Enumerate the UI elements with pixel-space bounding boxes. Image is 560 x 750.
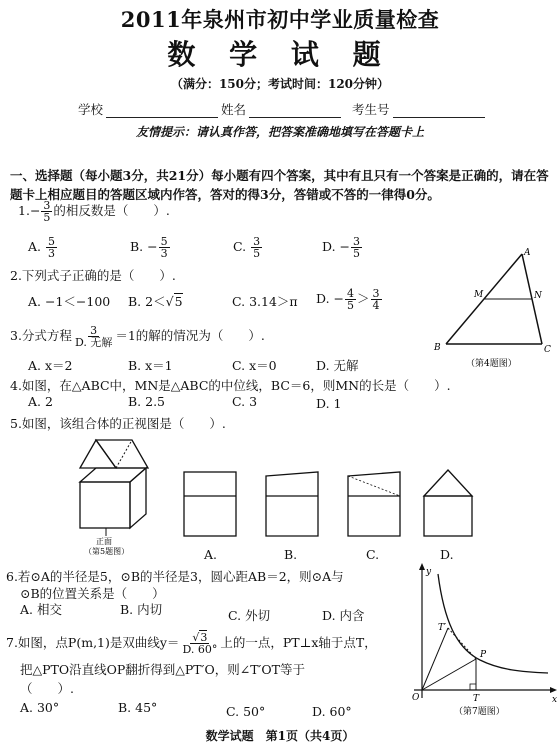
school-label: 学校 [78, 102, 104, 117]
q6-option-d[interactable]: D. 内含 [322, 608, 365, 623]
roof-side [96, 440, 148, 468]
label-t-prime: T′ [438, 623, 447, 633]
q6-stem-line1: 6.若⊙A的半径是5，⊙B的半径是3，圆心距AB＝2，则⊙A与 [6, 569, 344, 584]
label-c: C [544, 345, 551, 355]
q5-option-c-shape[interactable] [346, 470, 404, 542]
label-n: N [534, 291, 542, 301]
cube-front [80, 482, 130, 528]
subject-title: 数 学 试 题 [167, 38, 393, 71]
q7-option-b[interactable]: B. 45° [118, 700, 158, 715]
y-axis-arrow [419, 563, 425, 570]
q5-solid-figure [70, 430, 160, 555]
exam-no-label: 考生号 [351, 102, 390, 117]
q4-option-d[interactable]: D. 1 [316, 396, 342, 411]
q6-option-c[interactable]: C. 外切 [228, 608, 271, 623]
hyperbola-curve [438, 574, 548, 673]
q7-stem-line1: 7.如图，点P(m,1)是双曲线y＝ $\frac{√3}{D. 60^\circ}$ 上的一点，PT⊥x轴于点T， [6, 631, 377, 656]
label-x: x [552, 695, 558, 705]
q1-option-b[interactable]: B. − $\frac{5}{3}$ [130, 235, 168, 260]
exam-meta: （满分：150分；考试时间：120分钟） [170, 77, 390, 91]
label-m: M [474, 290, 484, 300]
q6-option-b[interactable]: B. 内切 [120, 602, 163, 617]
q5-option-d-shape[interactable] [422, 466, 474, 542]
q1-option-d[interactable]: D. − $\frac{3}{5}$ [322, 235, 361, 260]
front-label: 正面 [96, 537, 112, 546]
label-a: A [524, 248, 531, 258]
q5-option-a-shape[interactable] [182, 470, 240, 542]
label-y: y [426, 567, 432, 577]
q1-stem: 1.− $\frac{3}{5}$ 的相反数是（ ）. [18, 199, 170, 224]
q7-option-d[interactable]: D. 60° [312, 704, 352, 719]
q4-stem: 4.如图，在△ABC中，MN是△ABC的中位线，BC＝6，则MN的长是（ ）. [10, 378, 451, 393]
q3-option-d[interactable]: D. 无解 [316, 358, 359, 373]
right-angle-mark [470, 684, 476, 690]
q4-option-c[interactable]: C. 3 [232, 394, 258, 409]
q7-hyperbola-figure [400, 560, 560, 718]
q3-option-b[interactable]: B. x＝1 [128, 358, 173, 373]
q7-stem-line3: （ ）. [20, 681, 74, 696]
q6-option-a[interactable]: A. 相交 [20, 602, 62, 617]
q5-figure-caption: （第5题图） [84, 547, 130, 555]
q3-stem: 3.分式方程 $\frac{3}{\text{D. 无解}}$ ＝1的解的情况为（ ）. [10, 324, 265, 349]
q5-option-b-shape[interactable] [264, 470, 322, 542]
roof-front [80, 440, 116, 468]
q2-option-c[interactable]: C. 3.14＞π [232, 294, 298, 309]
x-axis-arrow [550, 687, 557, 693]
q1-option-a[interactable]: A. $\frac{5}{3}$ [28, 235, 55, 260]
q6-stem-line2: ⊙B的位置关系是（ ） [20, 586, 165, 601]
q5-option-d-label[interactable]: D. [440, 547, 454, 562]
cube-top [80, 468, 146, 482]
q4-triangle-figure [430, 246, 560, 371]
q5-stem: 5.如图，该组合体的正视图是（ ）. [10, 416, 226, 431]
q3-option-a[interactable]: A. x＝2 [28, 358, 73, 373]
name-blank [249, 105, 341, 118]
label-b: B [434, 343, 441, 353]
friendly-tip: 友情提示：请认真作答，把答案准确地填写在答题卡上 [135, 125, 424, 139]
label-o: O [412, 693, 420, 703]
label-t: T [473, 694, 480, 704]
line-ot-prime [422, 628, 448, 690]
student-info-line [78, 100, 488, 118]
q2-option-d[interactable]: D. − $\frac{4}{5}$ ＞ $\frac{3}{4}$ [316, 287, 380, 312]
page-footer: 数学试题 第1页（共4页） [205, 729, 355, 743]
section-intro: 一、选择题（每小题3分，共21分）每小题有四个答案，其中有且只有一个答案是正确的，请在答题卡上相应题目的答题区域内作答，答对的得3分，答错或不答的一律得0分。 [10, 168, 549, 202]
q2-option-a[interactable]: A. −1＜−100 [28, 294, 111, 309]
name-label: 姓名 [221, 102, 247, 117]
q2-option-b[interactable]: B. 2＜√5 [128, 294, 183, 309]
q4-figure-caption: （第4题图） [466, 359, 517, 369]
q3-option-c[interactable]: C. x＝0 [232, 358, 277, 373]
q4-option-b[interactable]: B. 2.5 [128, 394, 166, 409]
q7-option-a[interactable]: A. 30° [20, 700, 60, 715]
q5-option-b-label[interactable]: B. [284, 547, 298, 562]
q7-stem-line2: 把△PTO沿直线OP翻折得到△PT′O，则∠T′OT等于 [20, 662, 305, 677]
label-p: P [480, 650, 487, 660]
exam-title: 2011年泉州市初中学业质量检查 [120, 7, 440, 32]
q5-option-c-label[interactable]: C. [366, 547, 380, 562]
school-blank [106, 105, 218, 118]
roof-hidden-edge [116, 440, 132, 468]
q4-option-a[interactable]: A. 2 [28, 394, 53, 409]
cube-side [130, 468, 146, 528]
q1-option-c[interactable]: C. $\frac{3}{5}$ [233, 235, 261, 260]
q2-stem: 2.下列式子正确的是（ ）. [10, 268, 176, 283]
q7-figure-caption: （第7题图） [454, 707, 505, 717]
exam-no-blank [393, 105, 485, 118]
q7-option-c[interactable]: C. 50° [226, 704, 266, 719]
line-op [422, 659, 476, 690]
q5-option-a-label[interactable]: A. [204, 547, 218, 562]
